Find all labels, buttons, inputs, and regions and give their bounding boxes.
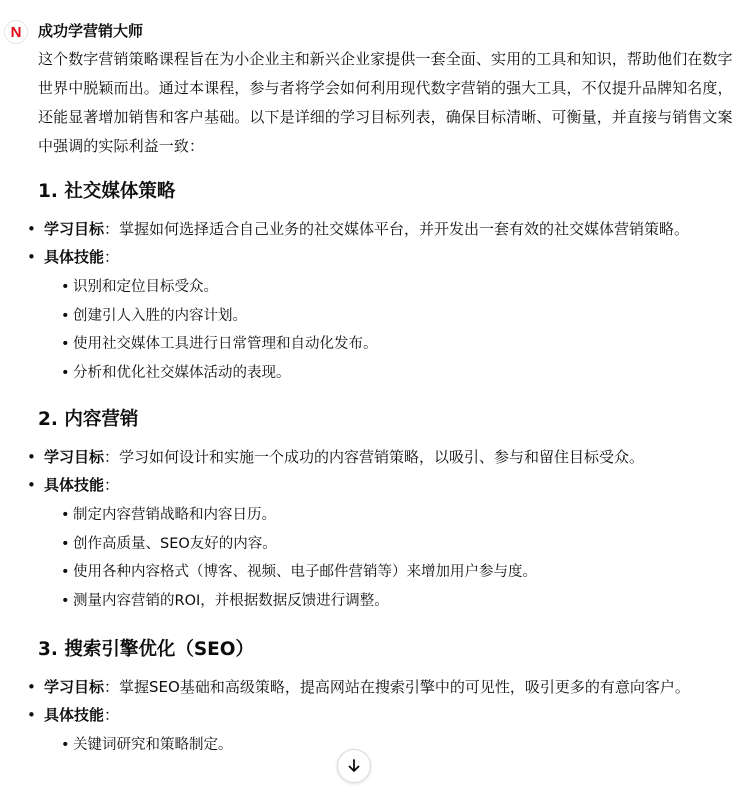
skills-colon: ： <box>104 476 120 494</box>
list-item <box>37 673 738 701</box>
goal-label: 学习目标 <box>44 448 105 466</box>
list-item: • 使用各种内容格式（博客、视频、电子邮件营销等）来增加用户参与度。 <box>73 558 738 587</box>
skills-colon: ： <box>104 248 120 266</box>
section-heading: 2. 内容营销 <box>38 409 139 430</box>
scroll-to-bottom-button[interactable] <box>337 749 371 783</box>
skills-label: 具体技能 <box>44 476 105 494</box>
skills-list <box>44 273 738 387</box>
list-item: • 创作高质量、SEO友好的内容。 <box>73 530 738 559</box>
list-item <box>37 701 738 760</box>
section-list <box>38 673 738 760</box>
list-item: • 使用社交媒体工具进行日常管理和自动化发布。 <box>73 330 738 359</box>
goal-text: ：掌握SEO基础和高级策略，提高网站在搜索引擎中的可见性，吸引更多的有意向客户。 <box>104 678 690 696</box>
section-list <box>38 443 738 615</box>
list-item <box>37 443 738 471</box>
avatar <box>4 20 28 44</box>
goal-label: 学习目标 <box>44 678 105 696</box>
list-item <box>37 215 738 243</box>
section-heading: 3. 搜索引擎优化（SEO） <box>38 639 255 660</box>
message-content <box>38 45 738 760</box>
list-item: • 识别和定位目标受众。 <box>73 273 738 302</box>
skills-label: 具体技能 <box>44 248 105 266</box>
skills-label: 具体技能 <box>44 706 105 724</box>
section-list <box>38 215 738 387</box>
section-social-media <box>38 177 738 387</box>
section-content-marketing <box>38 405 738 615</box>
arrow-down-icon <box>346 758 362 774</box>
list-item <box>37 471 738 615</box>
list-item: • 制定内容营销战略和内容日历。 <box>73 501 738 530</box>
goal-text: ：掌握如何选择适合自己业务的社交媒体平台，并开发出一套有效的社交媒体营销策略。 <box>104 220 690 238</box>
list-item: • 分析和优化社交媒体活动的表现。 <box>73 359 738 388</box>
section-seo <box>38 635 738 760</box>
skills-list <box>44 501 738 615</box>
intro-paragraph: 这个数字营销策略课程旨在为小企业主和新兴企业家提供一套全面、实用的工具和知识，帮助他们在数字世界中脱颖而出。通过本课程，参与者将学会如何利用现代数字营销的强大工具，不仅提升品牌知名度，还能显著增加销售和客户基础。以下是详细的学习目标列表，确保目标清晰、可衡量，并直接与销售文案中强调的实际利益一致： <box>38 50 733 155</box>
goal-label: 学习目标 <box>44 220 105 238</box>
list-item <box>37 243 738 387</box>
skills-colon: ： <box>104 706 120 724</box>
section-heading: 1. 社交媒体策略 <box>38 181 176 202</box>
list-item: • 创建引人入胜的内容计划。 <box>73 302 738 331</box>
skills-list <box>44 731 738 760</box>
bot-name: 成功学营销大师 <box>38 22 144 40</box>
netflix-logo-icon: N <box>10 23 22 41</box>
list-item: • 测量内容营销的ROI，并根据数据反馈进行调整。 <box>73 587 738 616</box>
list-item: • 关键词研究和策略制定。 <box>73 731 738 760</box>
goal-text: ：学习如何设计和实施一个成功的内容营销策略，以吸引、参与和留住目标受众。 <box>104 448 645 466</box>
